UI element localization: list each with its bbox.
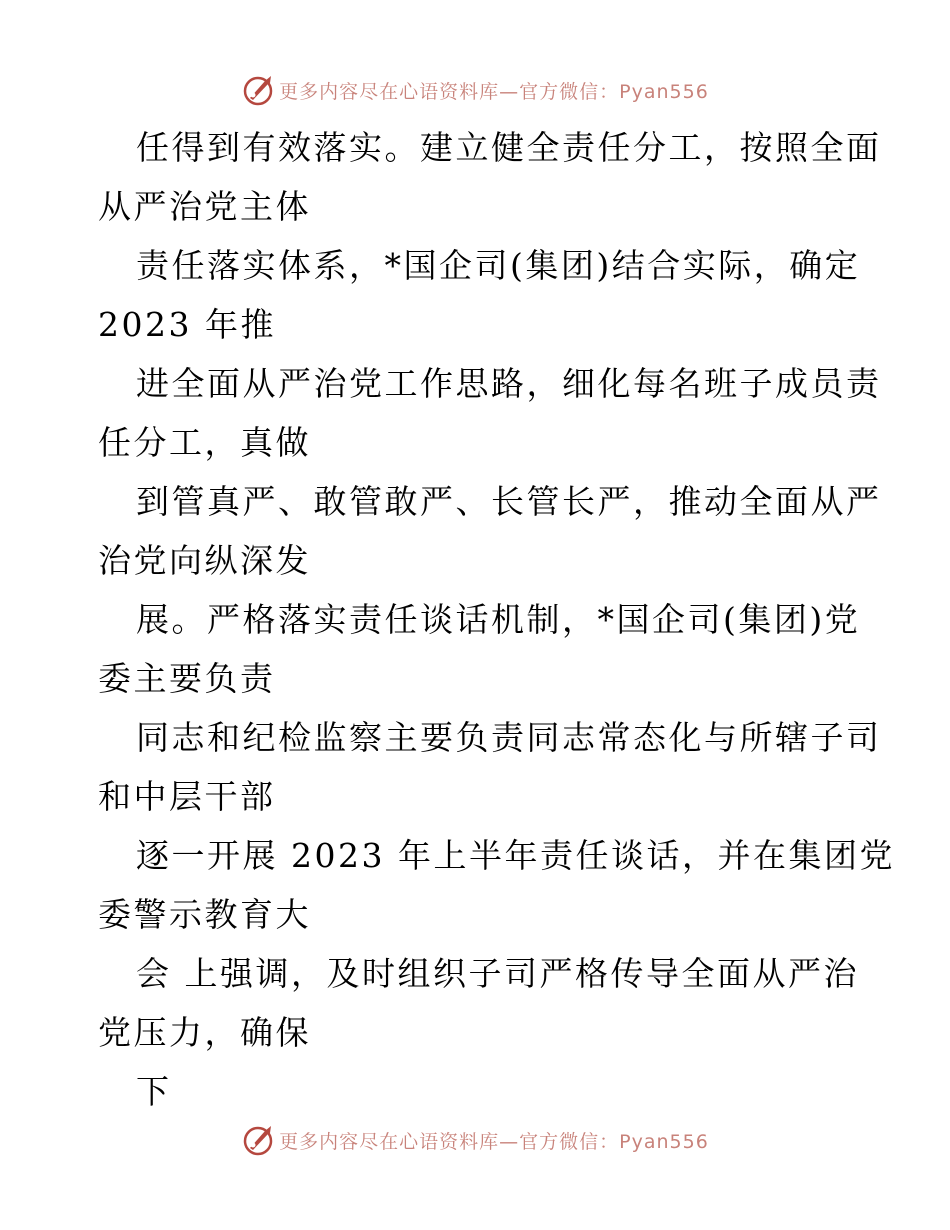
- header-watermark: [0, 70, 950, 110]
- header-watermark-text: 更多内容尽在心语资料库—官方微信：Pyan556: [279, 80, 709, 103]
- text-line: 任分工，真做: [98, 423, 311, 462]
- document-body: [98, 118, 895, 1121]
- text-line: 和中层干部: [98, 777, 276, 816]
- text-line: 委警示教育大: [98, 895, 311, 934]
- text-line: 逐一开展 2023 年上半年责任谈话，并在集团党: [136, 836, 895, 875]
- text-line: 会 上强调，及时组织子司严格传导全面从严治: [136, 954, 859, 993]
- text-line: 2023 年推: [98, 305, 276, 344]
- text-line: 从严治党主体: [98, 187, 311, 226]
- text-line: 治党向纵深发: [98, 541, 311, 580]
- text-line: 进全面从严治党工作思路，细化每名班子成员责: [136, 364, 882, 403]
- text-line: 任得到有效落实。建立健全责任分工，按照全面: [136, 128, 882, 167]
- footer-watermark-text: 更多内容尽在心语资料库—官方微信：Pyan556: [279, 1130, 709, 1153]
- text-line: 到管真严、敢管敢严、长管长严，推动全面从严: [136, 482, 882, 521]
- quill-pen-logo-icon: [241, 1123, 275, 1157]
- text-line: 责任落实体系，*国企司(集团)结合实际，确定: [136, 246, 861, 285]
- text-line: 下: [136, 1072, 172, 1111]
- quill-pen-logo-icon: [241, 73, 275, 107]
- text-line: 党压力，确保: [98, 1013, 311, 1052]
- text-line: 同志和纪检监察主要负责同志常态化与所辖子司: [136, 718, 882, 757]
- footer-watermark: [0, 1120, 950, 1160]
- text-line: 展。严格落实责任谈话机制，*国企司(集团)党: [136, 600, 861, 639]
- text-line: 委主要负责: [98, 659, 276, 698]
